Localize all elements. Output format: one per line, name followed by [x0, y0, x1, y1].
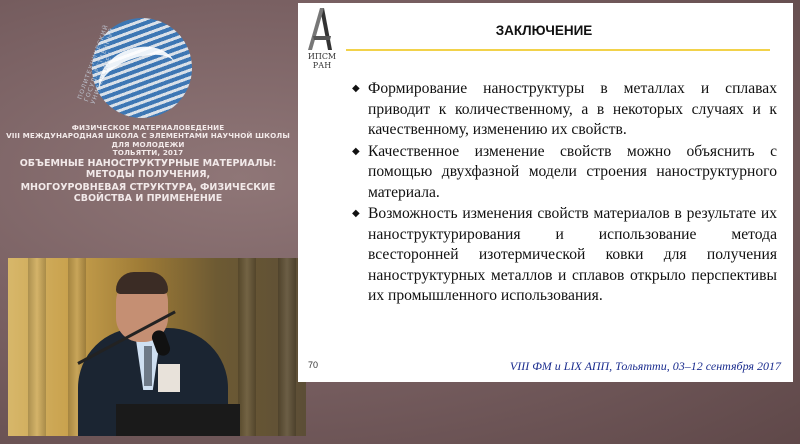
speaker-video: [8, 258, 306, 436]
title-underline: [346, 49, 770, 51]
logo-ring-text: ПОЛИТЕХНИЧЕСКИЙ ГОСУДАРСТВЕННЫЙ УНИВЕРСИТЕТ: [76, 23, 117, 106]
bullet-item: ◆ Возможность изменения свойств материалов в результате их наноструктурирования и использование метода всесторонней изотермической ковки для получения наноструктурных металлов и сплавов открыло перспективы их промышленного использования.: [352, 204, 777, 307]
bullet-item: ◆ Качественное изменение свойств можно объяснить с помощью двухфазной модели строения наноструктурного материала.: [352, 142, 777, 204]
podium: [116, 404, 240, 436]
curtain-fold: [278, 258, 296, 436]
curtain-fold: [28, 258, 46, 436]
speaker-tie: [144, 346, 152, 386]
slide-title: ЗАКЛЮЧЕНИЕ: [495, 23, 593, 38]
slide-footer: VIII ФМ и LIX АПП, Тольятти, 03–12 сентября 2017: [509, 359, 781, 373]
ipsm-logo-icon: [302, 6, 342, 56]
presentation-slide: [298, 3, 793, 382]
bullet-item: ◆ Формирование наноструктуры в металлах и сплавах приводит к количественному, а в некоторых случаях и к качественному, изменению их свойств.: [352, 79, 777, 141]
conference-info: [6, 124, 290, 205]
slide-page-number: 70: [308, 360, 319, 370]
conference-line-2: VIII МЕЖДУНАРОДНАЯ ШКОЛА С ЭЛЕМЕНТАМИ НАУЧНОЙ ШКОЛЫ ДЛЯ МОЛОДЕЖИ: [6, 131, 290, 149]
ipsm-logo-text-top: ИПСМ: [307, 52, 337, 61]
conference-line-4: ОБЪЕМНЫЕ НАНОСТРУКТУРНЫЕ МАТЕРИАЛЫ: МЕТОДЫ ПОЛУЧЕНИЯ,: [19, 158, 277, 181]
curtain-fold: [238, 258, 256, 436]
speaker-badge: [158, 364, 180, 392]
bullet-list: [352, 79, 777, 308]
conference-line-5: МНОГОУРОВНЕВАЯ СТРУКТУРА, ФИЗИЧЕСКИЕ СВОЙСТВА И ПРИМЕНЕНИЕ: [20, 181, 276, 204]
ipsm-logo-text-bottom: РАН: [312, 60, 332, 70]
conference-line-1: ФИЗИЧЕСКОЕ МАТЕРИАЛОВЕДЕНИЕ: [71, 123, 225, 132]
speaker-hair: [116, 272, 168, 294]
conference-line-3: ТОЛЬЯТТИ, 2017: [112, 147, 184, 157]
ipsm-logo-text: [302, 53, 342, 71]
